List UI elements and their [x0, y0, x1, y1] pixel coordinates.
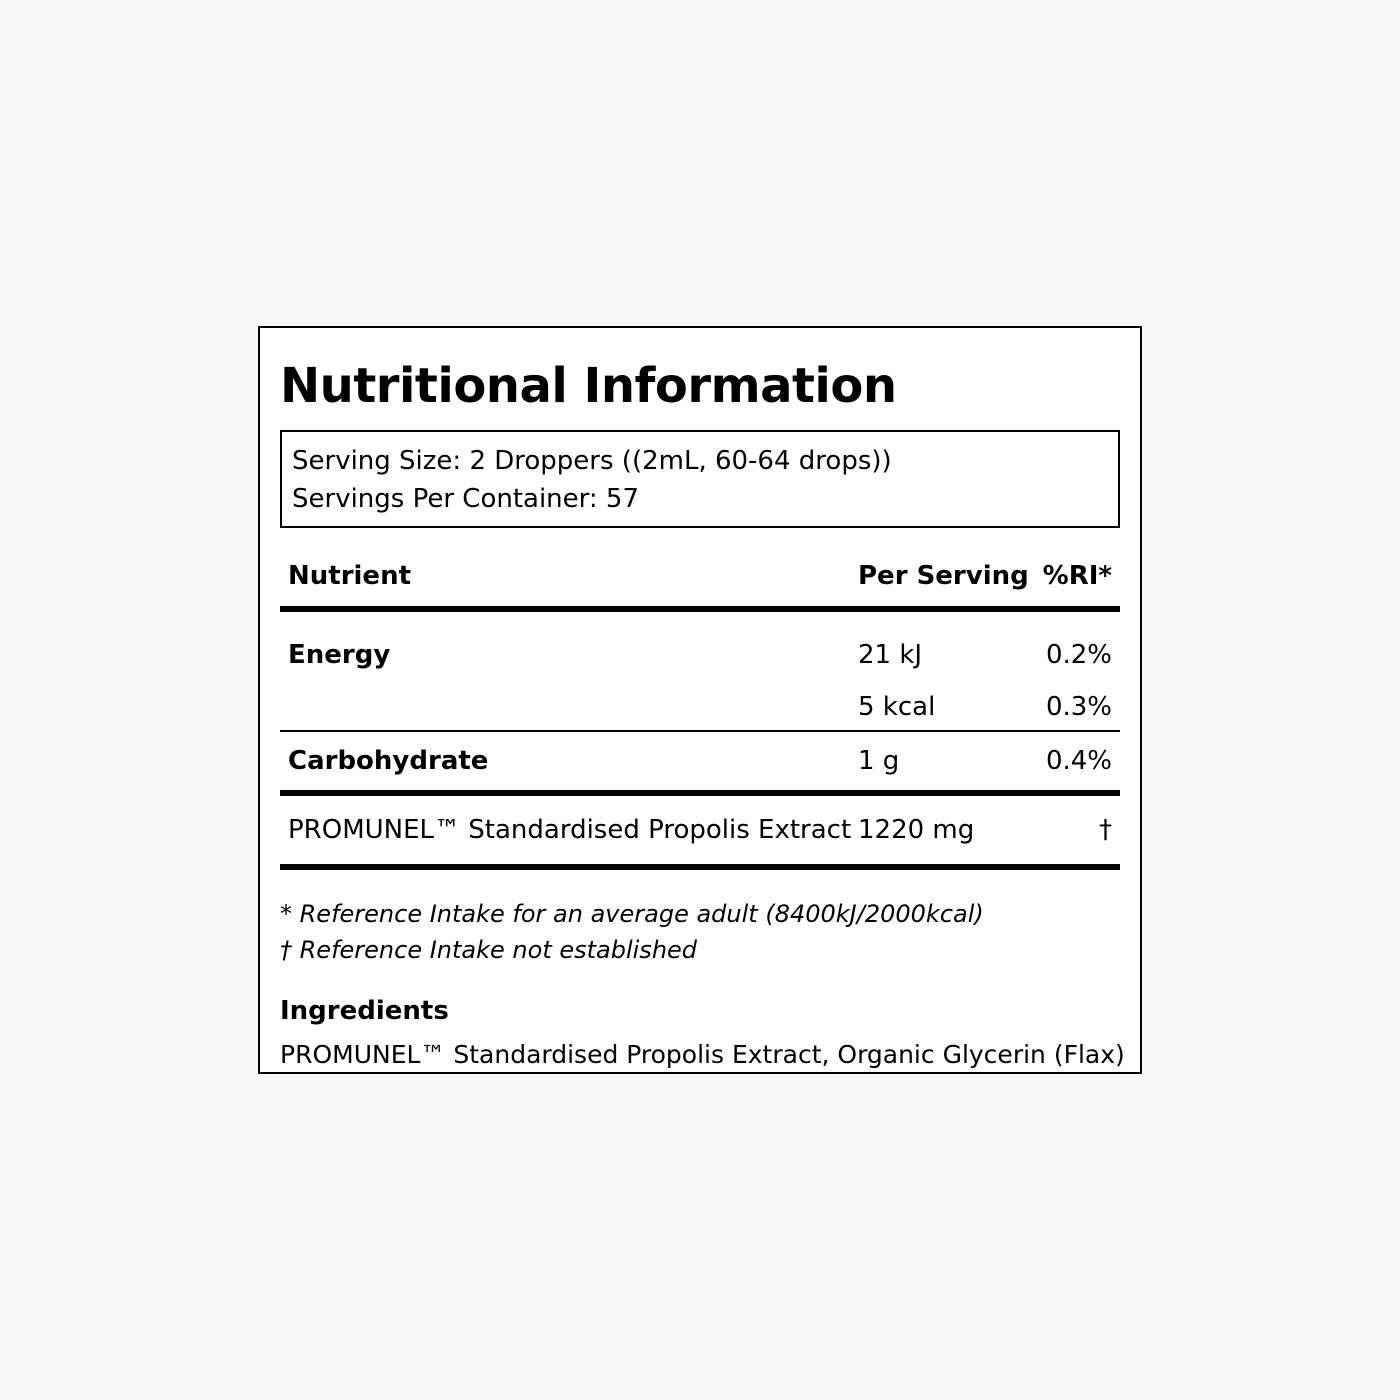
- servings-per-container: Servings Per Container: 57: [292, 484, 640, 514]
- ri-value: †: [1099, 815, 1112, 845]
- ingredients-title: Ingredients: [280, 996, 449, 1026]
- nutrient-name: Energy: [288, 640, 391, 670]
- footnote-not-established: † Reference Intake not established: [280, 936, 698, 964]
- header-nutrient: Nutrient: [288, 561, 412, 591]
- footnotes: [280, 896, 1120, 968]
- table-row: [280, 692, 1120, 732]
- table-row: [280, 732, 1120, 796]
- table-row: [280, 612, 1120, 692]
- table-header-row: [280, 546, 1120, 612]
- ri-value: 0.2%: [1045, 640, 1112, 670]
- ri-value: 0.4%: [1045, 746, 1112, 776]
- nutrition-label-panel: [258, 326, 1142, 1074]
- label-title: Nutritional Information: [280, 358, 897, 414]
- nutrient-name: PROMUNEL™ Standardised Propolis Extract: [288, 815, 852, 845]
- per-serving-value: 21 kJ: [858, 640, 923, 670]
- footnote-reference-intake: * Reference Intake for an average adult (8400kJ/2000kcal): [280, 900, 984, 928]
- serving-info-box: [280, 430, 1120, 528]
- per-serving-value: 1 g: [858, 746, 900, 776]
- per-serving-value: 5 kcal: [858, 692, 936, 722]
- ingredients-text: PROMUNEL™ Standardised Propolis Extract, Organic Glycerin (Flax): [280, 1040, 1125, 1069]
- nutrient-name: Carbohydrate: [288, 746, 489, 776]
- serving-size: Serving Size: 2 Droppers ((2mL, 60-64 drops)): [292, 446, 892, 476]
- header-per-serving: Per Serving: [858, 561, 1029, 591]
- per-serving-value: 1220 mg: [858, 815, 975, 845]
- table-row: [280, 796, 1120, 870]
- header-ri: %RI*: [1042, 561, 1112, 591]
- nutrition-table: [280, 546, 1120, 870]
- ri-value: 0.3%: [1045, 692, 1112, 722]
